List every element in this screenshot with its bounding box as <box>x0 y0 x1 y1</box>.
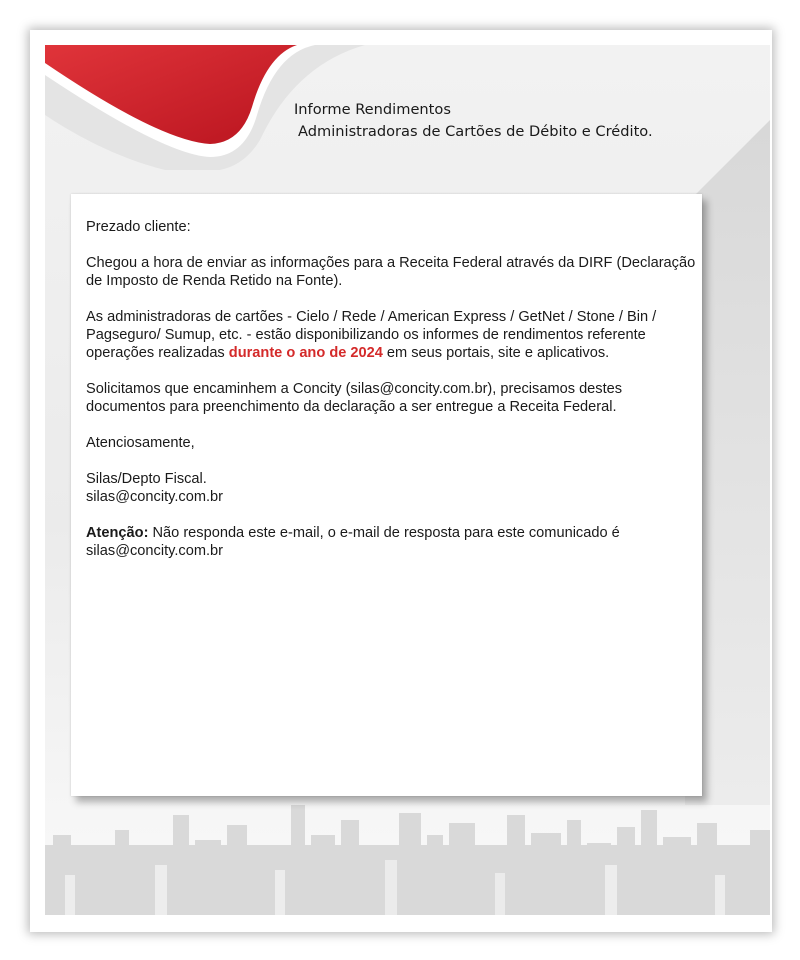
header-title-line1: Informe Rendimentos <box>294 101 451 118</box>
paragraph-request: Solicitamos que encaminhem a Concity (silas@concity.com.br), precisamos destes documentos para preenchimento da declaração a ser entregue a Receita Federal. <box>86 381 623 415</box>
signature-email: silas@concity.com.br <box>86 489 224 505</box>
notice <box>86 524 696 560</box>
paragraph-administradoras <box>86 308 696 362</box>
highlight-year: durante o ano de 2024 <box>228 345 383 361</box>
paragraph-administradoras-end: em seus portais, site e aplicativos. <box>382 345 610 361</box>
letter-body <box>86 218 696 578</box>
letter-canvas <box>45 45 770 915</box>
greeting: Prezado cliente: <box>86 219 191 235</box>
paragraph-dirf: Chegou a hora de enviar as informações para a Receita Federal através da DIRF (Declaração de Imposto de Renda Retido na Fonte). <box>86 255 696 289</box>
paragraph-administradoras-text: As administradoras de cartões - Cielo / Rede / American Express / GetNet / Stone / Bin / Pagseguro/ Sumup, etc. - estão disponibilizando os informes de rendimentos referente operações realizadas <box>86 309 657 361</box>
signature-name: Silas/Depto Fiscal. <box>86 471 207 487</box>
closing: Atenciosamente, <box>86 435 195 451</box>
letter-card <box>71 194 702 796</box>
header-title-line2: Administradoras de Cartões de Débito e Crédito. <box>298 123 653 140</box>
notice-label: Atenção: <box>86 525 149 541</box>
city-skyline-shape <box>45 805 770 915</box>
header-title <box>294 99 653 143</box>
signature <box>86 470 696 506</box>
notice-text: Não responda este e-mail, o e-mail de resposta para este comunicado é silas@concity.com.br <box>86 525 620 559</box>
